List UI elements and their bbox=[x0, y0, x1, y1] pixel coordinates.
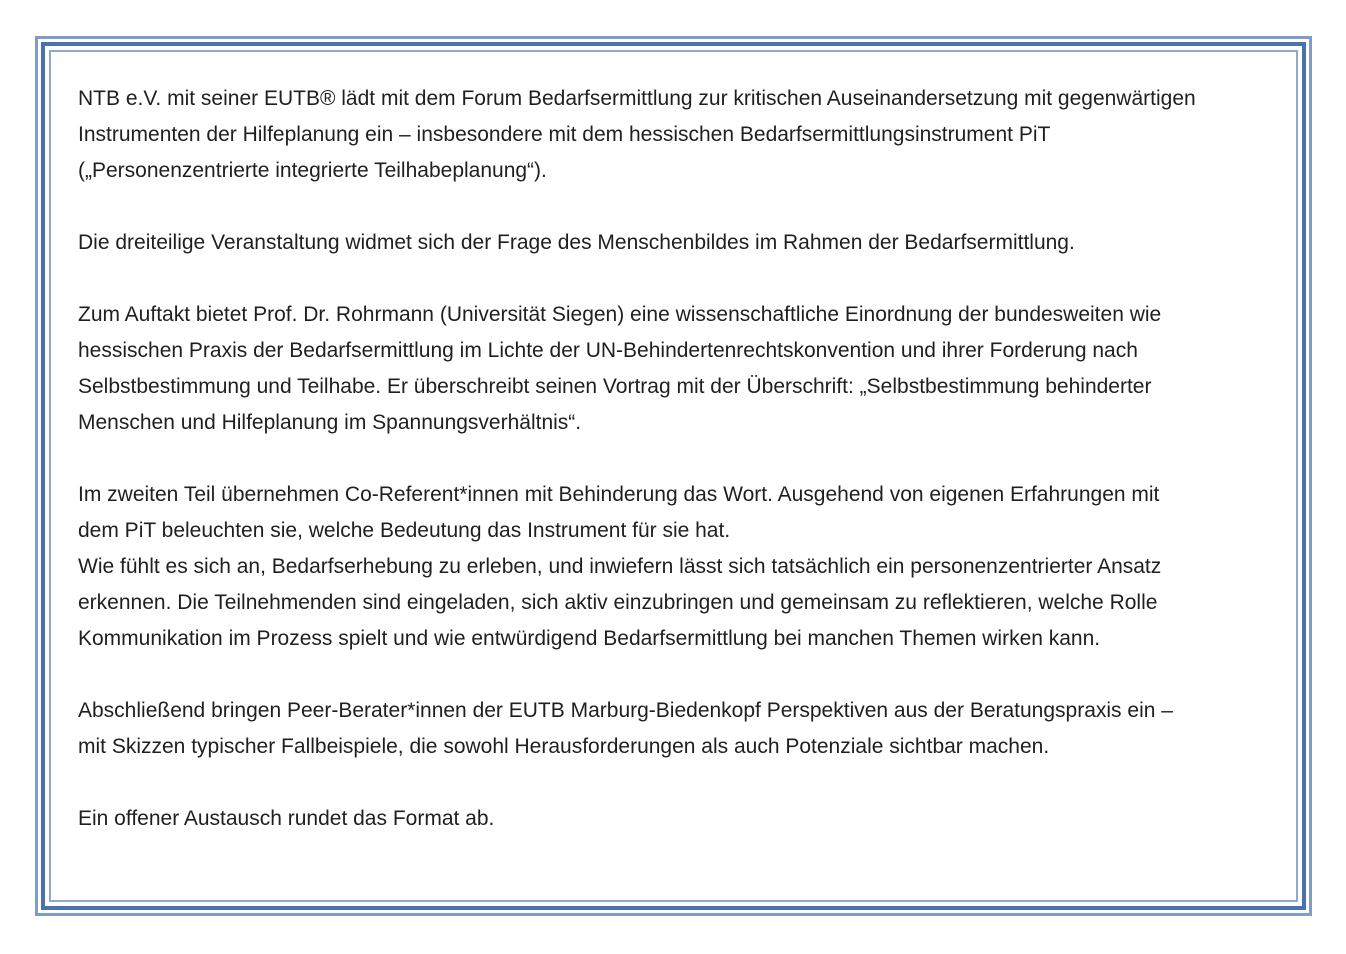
paragraph-part-two: Im zweiten Teil übernehmen Co-Referent*innen mit Behinderung das Wort. Ausgehend von eigenen Erfahrungen mit dem PiT beleuchten sie, welche Bedeutung das Instrument für sie hat. bbox=[78, 483, 1160, 542]
paragraph-part-one: Zum Auftakt bietet Prof. Dr. Rohrmann (Universität Siegen) eine wissenschaftliche Einordnung der bundesweiten wie hessischen Praxis der Bedarfsermittlung im Lichte der UN-Behindertenrechtskonvention und ihrer Forderung nach Selbstbestimmung und Teilhabe. Er überschreibt seinen Vortrag mit der Überschrift: „Selbstbestimmung behinderter Menschen und Hilfeplanung im Spannungsverhältnis“. bbox=[78, 303, 1162, 434]
paragraph-event-overview: Die dreiteilige Veranstaltung widmet sich der Frage des Menschenbildes im Rahmen der Bedarfsermittlung. bbox=[78, 231, 1075, 254]
paragraph-part-two-questions: Wie fühlt es sich an, Bedarfserhebung zu erleben, und inwiefern lässt sich tatsächlich ein personenzentrierter Ansatz erkennen. Die Teilnehmenden sind eingeladen, sich aktiv einzubringen und gemeinsam zu reflektieren, welche Rolle Kommunikation im Prozess spielt und wie entwürdigend Bedarfsermittlung bei manchen Themen wirken kann. bbox=[78, 555, 1162, 650]
document-body bbox=[78, 81, 1300, 873]
paragraph-closing: Ein offener Austausch rundet das Format ab. bbox=[78, 807, 495, 830]
paragraph-intro: NTB e.V. mit seiner EUTB® lädt mit dem Forum Bedarfsermittlung zur kritischen Auseinandersetzung mit gegenwärtigen Instrumenten der Hilfeplanung ein – insbesondere mit dem hessischen Bedarfsermittlungsinstrument PiT („Personenzentrierte integrierte Teilhabeplanung“). bbox=[78, 87, 1196, 182]
paragraph-part-three: Abschließend bringen Peer-Berater*innen der EUTB Marburg-Biedenkopf Perspektiven aus der Beratungspraxis ein – mit Skizzen typischer Fallbeispiele, die sowohl Herausforderungen als auch Potenziale sichtbar machen. bbox=[78, 699, 1173, 758]
